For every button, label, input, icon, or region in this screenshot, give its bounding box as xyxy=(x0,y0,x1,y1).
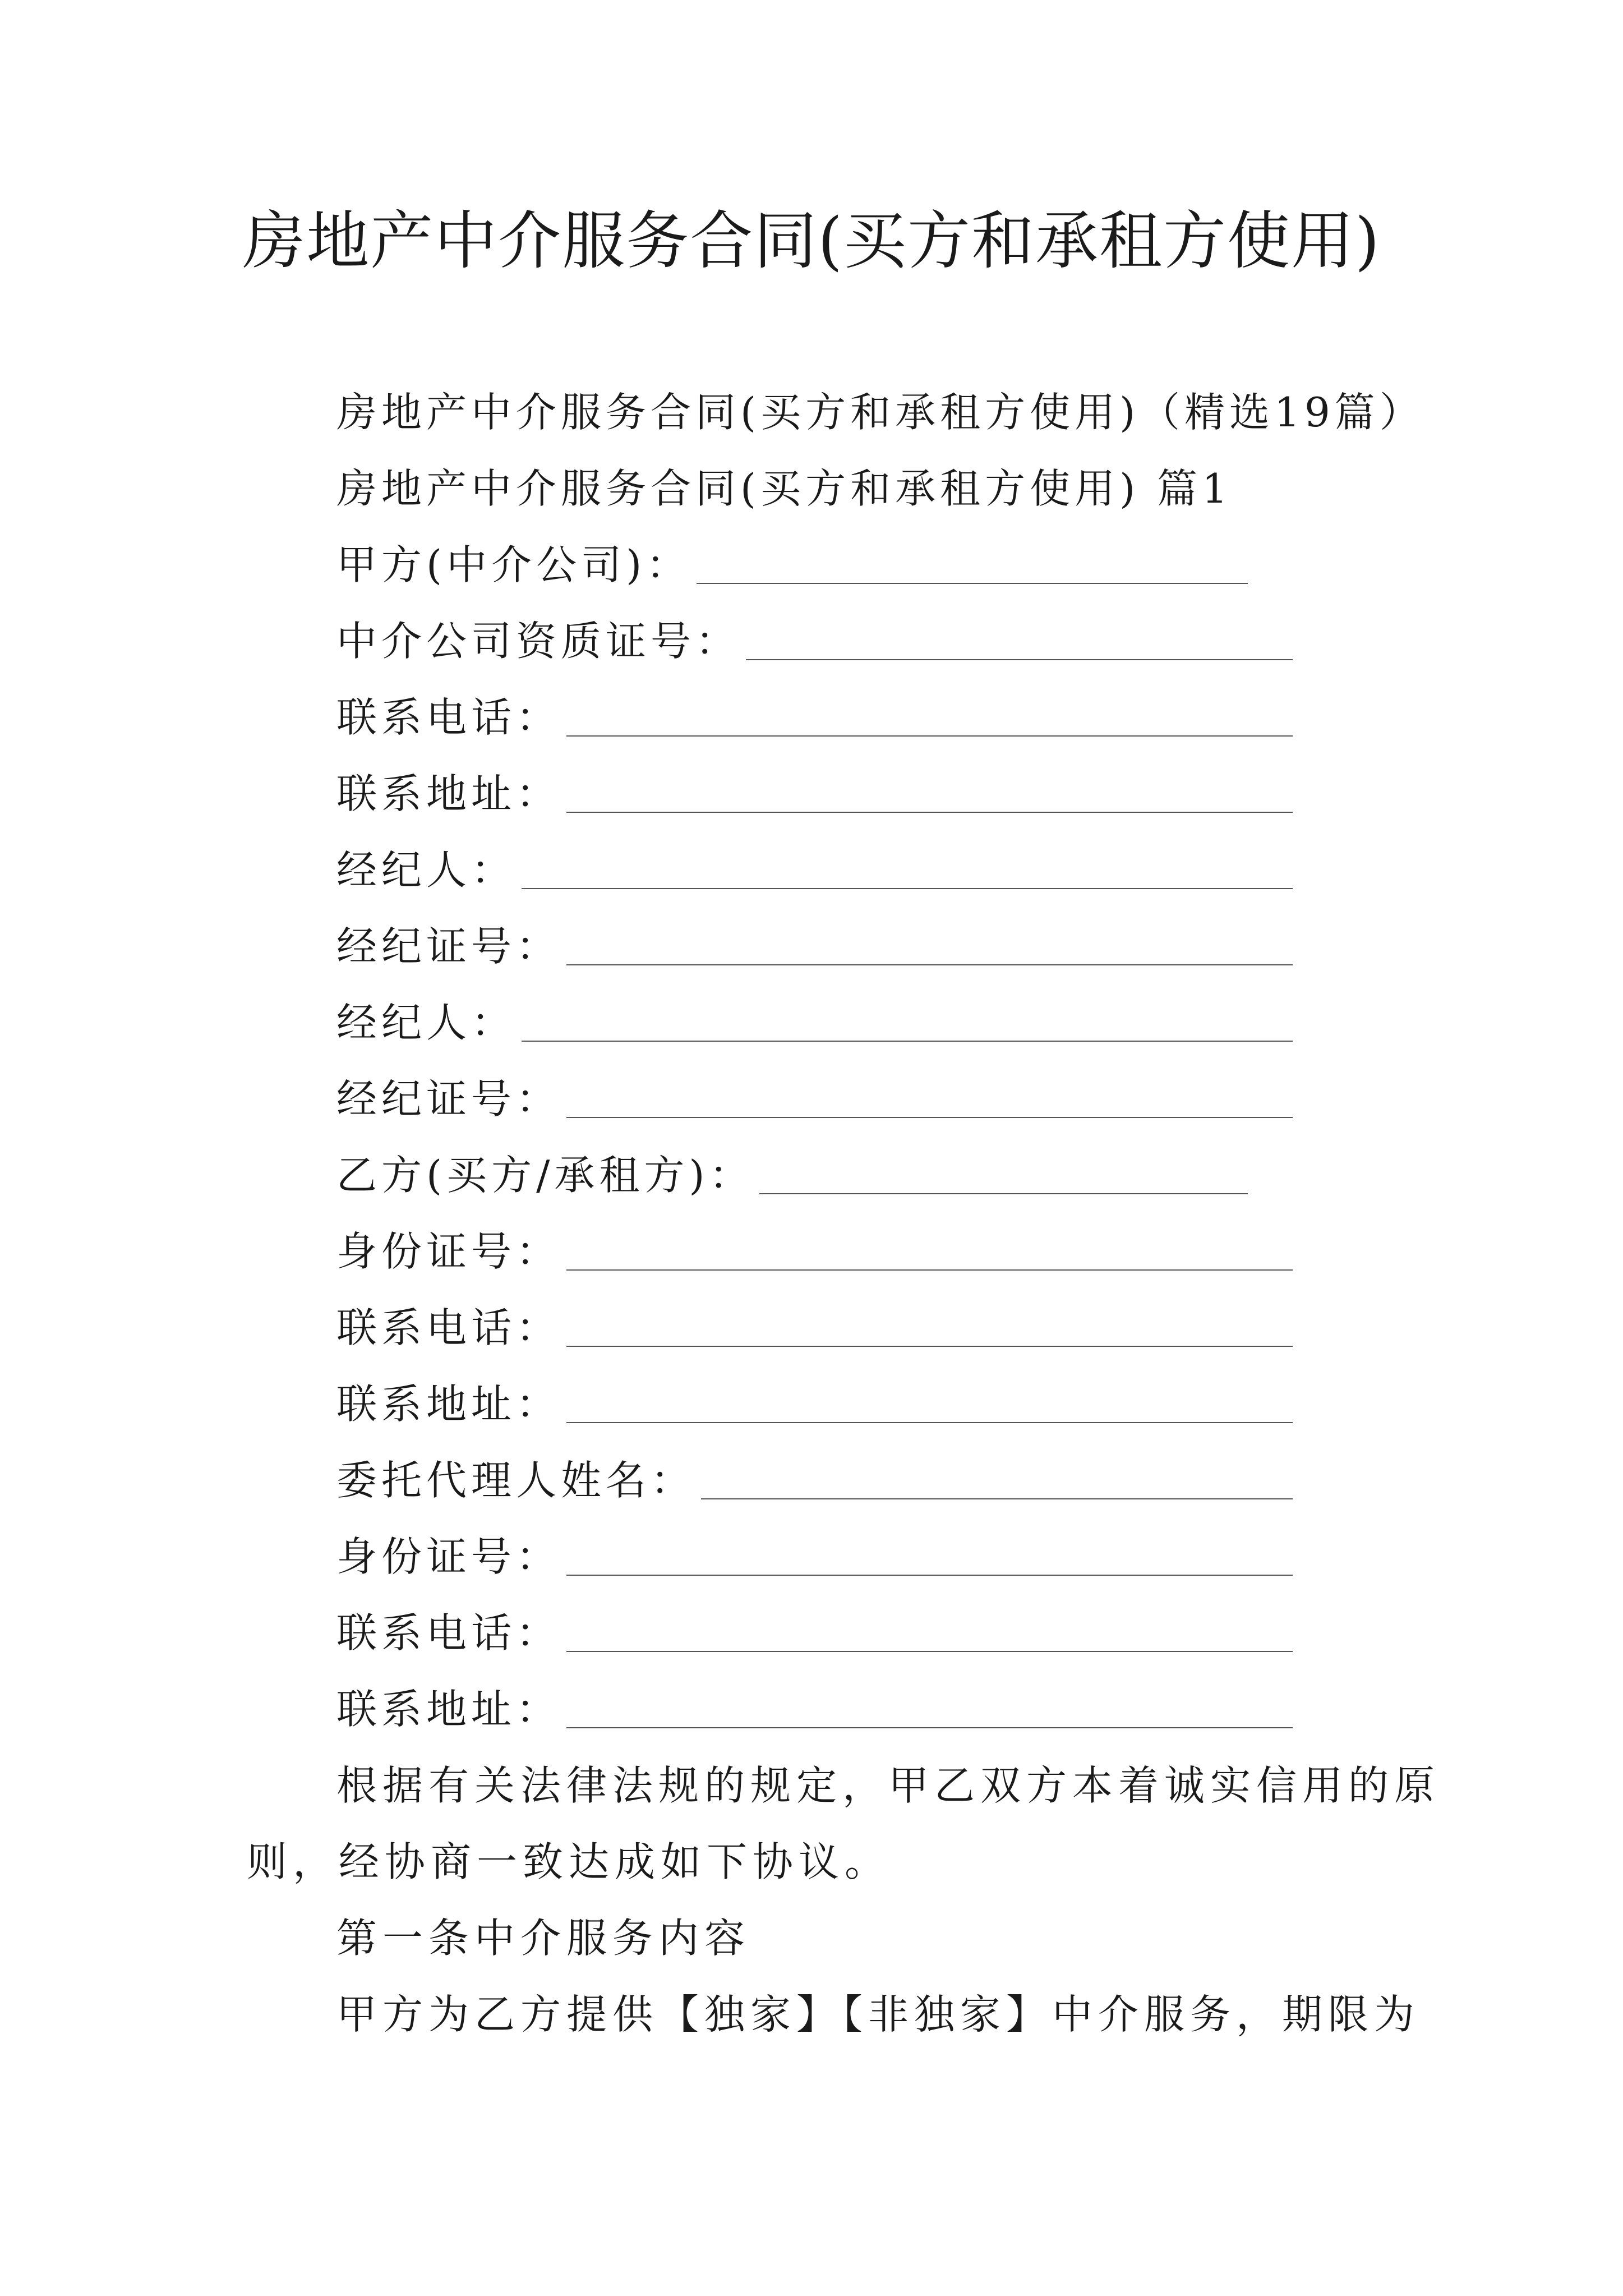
field-party-a xyxy=(336,537,1248,593)
field-agent-2 xyxy=(336,995,1293,1051)
field-blank-line xyxy=(746,659,1293,660)
field-blank-line xyxy=(522,1041,1293,1042)
field-id-number-b xyxy=(336,1223,1293,1280)
field-blank-line xyxy=(566,1117,1293,1118)
field-qualification-number xyxy=(336,613,1293,669)
field-address-b xyxy=(336,1376,1293,1432)
field-label: 联系地址： xyxy=(336,1381,561,1428)
field-blank-line xyxy=(566,1269,1293,1271)
intro-paragraph-line-1: 根据有关法律法规的规定，甲乙双方本着诚实信用的原 xyxy=(336,1762,1441,1809)
field-blank-line xyxy=(697,583,1248,584)
field-id-number-proxy xyxy=(336,1529,1293,1585)
field-label: 经纪证号： xyxy=(336,1075,561,1122)
field-address-a xyxy=(336,766,1293,822)
field-label: 委托代理人姓名： xyxy=(336,1457,696,1504)
field-label: 联系地址： xyxy=(336,1686,561,1733)
field-blank-line xyxy=(759,1193,1248,1194)
field-party-b xyxy=(336,1147,1248,1203)
section-heading: 房地产中介服务合同(买方和承租方使用) 篇1 xyxy=(336,465,1232,512)
article-1-line-1: 甲方为乙方提供【独家】【非独家】中介服务，期限为 xyxy=(336,1991,1421,2038)
field-label: 经纪人： xyxy=(336,846,517,894)
field-blank-line xyxy=(566,1651,1293,1652)
field-label: 联系电话： xyxy=(336,1609,561,1657)
field-label: 经纪证号： xyxy=(336,923,561,970)
field-blank-line xyxy=(566,1727,1293,1728)
field-blank-line xyxy=(566,1422,1293,1423)
field-agent-license-2 xyxy=(336,1071,1293,1127)
field-label: 身份证号： xyxy=(336,1228,561,1275)
field-blank-line xyxy=(566,735,1293,737)
field-label: 中介公司资质证号： xyxy=(336,618,741,665)
field-proxy-name xyxy=(336,1452,1293,1508)
document-subtitle: 房地产中介服务合同(买方和承租方使用)（精选19篇） xyxy=(336,389,1424,436)
field-blank-line xyxy=(566,812,1293,813)
field-blank-line xyxy=(522,888,1293,889)
field-phone-a xyxy=(336,689,1293,746)
field-agent-1 xyxy=(336,842,1293,898)
field-blank-line xyxy=(566,1346,1293,1347)
field-blank-line xyxy=(701,1498,1293,1499)
field-agent-license-1 xyxy=(336,918,1293,974)
field-address-proxy xyxy=(336,1681,1293,1737)
field-label: 乙方(买方/承租方)： xyxy=(336,1152,754,1199)
intro-paragraph-line-2: 则，经协商一致达成如下协议。 xyxy=(247,1838,891,1885)
field-label: 联系电话： xyxy=(336,1304,561,1351)
document-title: 房地产中介服务合同(买方和承租方使用) xyxy=(242,205,1381,278)
field-blank-line xyxy=(566,964,1293,965)
field-blank-line xyxy=(566,1575,1293,1576)
field-label: 身份证号： xyxy=(336,1533,561,1580)
field-label: 联系地址： xyxy=(336,770,561,817)
article-1-heading: 第一条中介服务内容 xyxy=(336,1915,751,1962)
field-phone-b xyxy=(336,1300,1293,1356)
field-label: 甲方(中介公司)： xyxy=(336,541,691,588)
field-label: 联系电话： xyxy=(336,694,561,741)
field-phone-proxy xyxy=(336,1605,1293,1661)
field-label: 经纪人： xyxy=(336,999,517,1046)
